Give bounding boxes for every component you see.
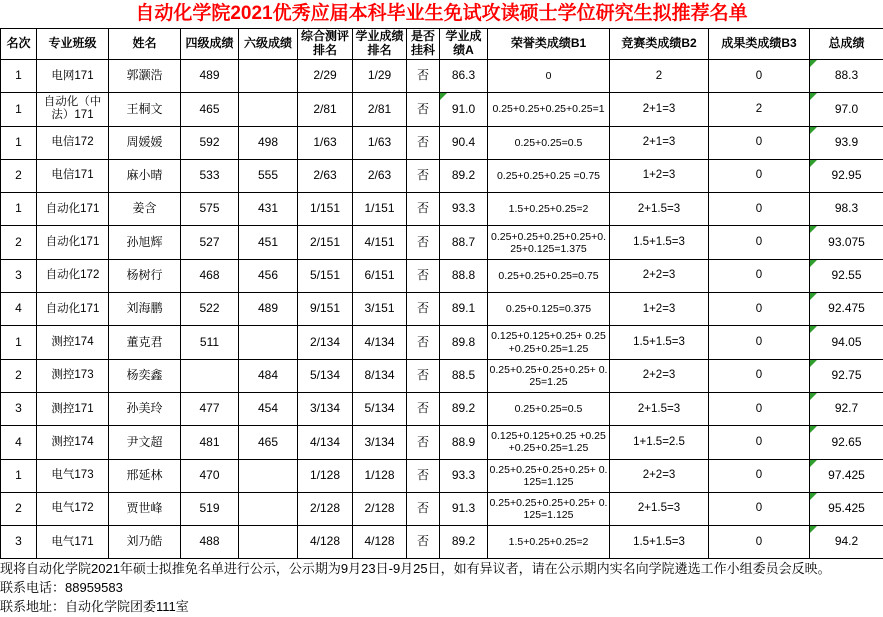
cell-name: 贾世峰: [109, 492, 181, 525]
cell-acad_rank: 4/128: [353, 526, 407, 559]
cell-score_a: 89.2: [440, 392, 488, 425]
cell-b1: 0.25+0.25=0.5: [488, 392, 610, 425]
cell-acad_rank: 1/29: [353, 60, 407, 93]
cell-failed: 否: [407, 426, 440, 459]
table-row: [1, 426, 883, 459]
cell-cet4: 488: [181, 526, 239, 559]
cell-name: 孙美玲: [109, 392, 181, 425]
cell-comp_rank: 1/128: [298, 459, 353, 492]
cell-total: 93.075: [810, 226, 883, 259]
cell-cet6: [239, 492, 298, 525]
cell-b1: 1.5+0.25+0.25=2: [488, 526, 610, 559]
table-row: [1, 492, 883, 525]
cell-cet4: 468: [181, 259, 239, 292]
cell-cet4: 519: [181, 492, 239, 525]
cell-b3: 0: [709, 226, 810, 259]
cell-b3: 0: [709, 359, 810, 392]
cell-score_a: 89.1: [440, 293, 488, 326]
cell-b3: 0: [709, 326, 810, 359]
formula-indicator-triangle-icon: [810, 226, 817, 233]
cell-cet4: 527: [181, 226, 239, 259]
cell-b1: 0.25+0.25+0.25=0.75: [488, 259, 610, 292]
cell-rank: 4: [1, 293, 37, 326]
cell-b2: 2+1.5=3: [610, 193, 709, 226]
cell-name: 刘海鹏: [109, 293, 181, 326]
cell-rank: 1: [1, 60, 37, 93]
cell-b3: 0: [709, 392, 810, 425]
cell-cet6: 555: [239, 159, 298, 192]
cell-b1: 0.25+0.25+0.25+0.25+ 0.125=1.125: [488, 459, 610, 492]
cell-cet6: 498: [239, 126, 298, 159]
cell-failed: 否: [407, 60, 440, 93]
cell-score_a: 89.2: [440, 526, 488, 559]
cell-cet6: [239, 526, 298, 559]
cell-cet6: 451: [239, 226, 298, 259]
table-row: [1, 326, 883, 359]
cell-class: 自动化（中法）171: [37, 93, 109, 126]
column-header-cet6: 六级成绩: [239, 29, 298, 60]
cell-total: 92.7: [810, 392, 883, 425]
cell-b3: 0: [709, 193, 810, 226]
formula-indicator-triangle-icon: [810, 426, 817, 433]
cell-cet4: 575: [181, 193, 239, 226]
table-row: [1, 159, 883, 192]
table-row: [1, 293, 883, 326]
cell-class: 测控174: [37, 426, 109, 459]
cell-class: 电信172: [37, 126, 109, 159]
table-row: [1, 226, 883, 259]
cell-total: 95.425: [810, 492, 883, 525]
cell-class: 电信171: [37, 159, 109, 192]
cell-acad_rank: 1/128: [353, 459, 407, 492]
cell-class: 电气173: [37, 459, 109, 492]
cell-b1: 0.125+0.125+0.25 +0.25+0.25+0.25=1.25: [488, 426, 610, 459]
cell-comp_rank: 9/151: [298, 293, 353, 326]
public-notice-text: 现将自动化学院2021年硕士拟推免名单进行公示，公示期为9月23日-9月25日，如有异议者，请在公示期内实名向学院遴选工作小组委员会反映。: [0, 561, 831, 577]
cell-cet6: [239, 326, 298, 359]
table-row: [1, 459, 883, 492]
cell-comp_rank: 2/81: [298, 93, 353, 126]
cell-cet6: [239, 459, 298, 492]
cell-comp_rank: 4/128: [298, 526, 353, 559]
table-row: [1, 93, 883, 126]
cell-cet4: 481: [181, 426, 239, 459]
column-header-name: 姓名: [109, 29, 181, 60]
cell-class: 测控173: [37, 359, 109, 392]
formula-indicator-triangle-icon: [810, 326, 817, 333]
cell-score_a: 88.7: [440, 226, 488, 259]
cell-failed: 否: [407, 259, 440, 292]
cell-name: 杨树行: [109, 259, 181, 292]
cell-acad_rank: 1/151: [353, 193, 407, 226]
cell-b3: 0: [709, 259, 810, 292]
cell-rank: 1: [1, 193, 37, 226]
cell-cet6: 489: [239, 293, 298, 326]
formula-indicator-triangle-icon: [810, 293, 817, 300]
column-header-class: 专业班级: [37, 29, 109, 60]
cell-rank: 2: [1, 226, 37, 259]
cell-cet4: 470: [181, 459, 239, 492]
cell-failed: 否: [407, 359, 440, 392]
cell-b3: 0: [709, 492, 810, 525]
cell-acad_rank: 2/128: [353, 492, 407, 525]
column-header-comp_rank: 综合测评排名: [298, 29, 353, 60]
cell-score_a: 88.5: [440, 359, 488, 392]
cell-comp_rank: 4/134: [298, 426, 353, 459]
formula-indicator-triangle-icon: [810, 127, 817, 134]
cell-b2: 1+1.5=2.5: [610, 426, 709, 459]
formula-indicator-triangle-icon: [810, 460, 817, 467]
cell-acad_rank: 4/134: [353, 326, 407, 359]
cell-b1: 0.25+0.25+0.25 =0.75: [488, 159, 610, 192]
formula-indicator-triangle-icon: [810, 526, 817, 533]
cell-score_a: 88.8: [440, 259, 488, 292]
cell-b1: 0.25+0.25=0.5: [488, 126, 610, 159]
cell-comp_rank: 2/63: [298, 159, 353, 192]
cell-rank: 1: [1, 93, 37, 126]
cell-b1: 0.25+0.25+0.25+0.25+ 0.125=1.125: [488, 492, 610, 525]
table-row: [1, 126, 883, 159]
cell-b2: 2+2=3: [610, 259, 709, 292]
cell-name: 姜含: [109, 193, 181, 226]
cell-comp_rank: 1/63: [298, 126, 353, 159]
cell-rank: 3: [1, 526, 37, 559]
cell-failed: 否: [407, 392, 440, 425]
cell-b3: 0: [709, 459, 810, 492]
cell-name: 邢延林: [109, 459, 181, 492]
cell-acad_rank: 6/151: [353, 259, 407, 292]
cell-b3: 2: [709, 93, 810, 126]
cell-total: 92.75: [810, 359, 883, 392]
cell-b3: 0: [709, 293, 810, 326]
cell-comp_rank: 5/134: [298, 359, 353, 392]
column-header-b2: 竞赛类成绩B2: [610, 29, 709, 60]
cell-rank: 4: [1, 426, 37, 459]
page-title: 自动化学院2021优秀应届本科毕业生免试攻读硕士学位研究生拟推荐名单: [135, 3, 748, 24]
cell-acad_rank: 3/134: [353, 426, 407, 459]
cell-total: 97.425: [810, 459, 883, 492]
formula-indicator-triangle-icon: [810, 493, 817, 500]
table-row: [1, 359, 883, 392]
cell-rank: 3: [1, 392, 37, 425]
cell-b2: 2+1.5=3: [610, 492, 709, 525]
cell-cet4: 489: [181, 60, 239, 93]
cell-b2: 1.5+1.5=3: [610, 326, 709, 359]
cell-b2: 2+1.5=3: [610, 392, 709, 425]
table-row: [1, 392, 883, 425]
cell-b1: 1.5+0.25+0.25=2: [488, 193, 610, 226]
cell-failed: 否: [407, 93, 440, 126]
cell-acad_rank: 8/134: [353, 359, 407, 392]
cell-comp_rank: 2/128: [298, 492, 353, 525]
cell-cet4: 522: [181, 293, 239, 326]
contact-address: 联系地址：自动化学院团委111室: [0, 599, 189, 615]
cell-rank: 2: [1, 359, 37, 392]
cell-total: 92.55: [810, 259, 883, 292]
cell-total: 92.475: [810, 293, 883, 326]
cell-b3: 0: [709, 159, 810, 192]
formula-indicator-triangle-icon: [810, 260, 817, 267]
cell-b2: 2+1=3: [610, 126, 709, 159]
table-row: [1, 259, 883, 292]
cell-failed: 否: [407, 159, 440, 192]
formula-indicator-triangle-icon: [810, 60, 817, 67]
cell-name: 孙旭辉: [109, 226, 181, 259]
cell-total: 94.2: [810, 526, 883, 559]
cell-b3: 0: [709, 526, 810, 559]
cell-class: 测控174: [37, 326, 109, 359]
cell-rank: 2: [1, 492, 37, 525]
cell-b2: 2+1=3: [610, 93, 709, 126]
cell-b3: 0: [709, 60, 810, 93]
cell-total: 94.05: [810, 326, 883, 359]
cell-class: 自动化171: [37, 293, 109, 326]
cell-total: 88.3: [810, 60, 883, 93]
column-header-b3: 成果类成绩B3: [709, 29, 810, 60]
cell-b2: 2+2=3: [610, 459, 709, 492]
cell-b1: 0: [488, 60, 610, 93]
cell-b3: 0: [709, 126, 810, 159]
cell-failed: 否: [407, 459, 440, 492]
cell-cet4: 511: [181, 326, 239, 359]
cell-cet4: 465: [181, 93, 239, 126]
cell-b1: 0.25+0.125=0.375: [488, 293, 610, 326]
cell-b2: 2: [610, 60, 709, 93]
header-row: [1, 29, 883, 60]
cell-failed: 否: [407, 226, 440, 259]
cell-total: 93.9: [810, 126, 883, 159]
cell-b2: 2+2=3: [610, 359, 709, 392]
cell-cet4: 477: [181, 392, 239, 425]
cell-b2: 1+2=3: [610, 159, 709, 192]
cell-name: 郭灏浩: [109, 60, 181, 93]
cell-name: 董克君: [109, 326, 181, 359]
formula-indicator-triangle-icon: [810, 160, 817, 167]
cell-cet6: 456: [239, 259, 298, 292]
formula-indicator-triangle-icon: [440, 93, 447, 100]
cell-cet6: [239, 93, 298, 126]
cell-cet4: [181, 359, 239, 392]
cell-class: 测控171: [37, 392, 109, 425]
cell-comp_rank: 1/151: [298, 193, 353, 226]
cell-total: 98.3: [810, 193, 883, 226]
cell-name: 刘乃皓: [109, 526, 181, 559]
cell-acad_rank: 1/63: [353, 126, 407, 159]
cell-failed: 否: [407, 293, 440, 326]
cell-cet4: 592: [181, 126, 239, 159]
cell-failed: 否: [407, 526, 440, 559]
cell-total: 92.65: [810, 426, 883, 459]
cell-score_a: 86.3: [440, 60, 488, 93]
cell-comp_rank: 2/134: [298, 326, 353, 359]
cell-score_a: 91.0: [440, 93, 488, 126]
cell-name: 尹文超: [109, 426, 181, 459]
recommendation-table: [0, 28, 883, 559]
cell-cet4: 533: [181, 159, 239, 192]
table-row: [1, 526, 883, 559]
cell-b2: 1.5+1.5=3: [610, 226, 709, 259]
column-header-acad_rank: 学业成绩排名: [353, 29, 407, 60]
formula-indicator-triangle-icon: [810, 360, 817, 367]
cell-acad_rank: 2/63: [353, 159, 407, 192]
cell-name: 杨奕鑫: [109, 359, 181, 392]
table-body: [1, 60, 883, 559]
cell-b2: 1+2=3: [610, 293, 709, 326]
column-header-failed: 是否挂科: [407, 29, 440, 60]
column-header-rank: 名次: [1, 29, 37, 60]
cell-class: 自动化172: [37, 259, 109, 292]
cell-b2: 1.5+1.5=3: [610, 526, 709, 559]
table-row: [1, 60, 883, 93]
contact-phone: 联系电话：88959583: [0, 580, 123, 596]
cell-rank: 1: [1, 326, 37, 359]
column-header-b1: 荣誉类成绩B1: [488, 29, 610, 60]
cell-class: 自动化171: [37, 226, 109, 259]
cell-score_a: 91.3: [440, 492, 488, 525]
cell-rank: 3: [1, 259, 37, 292]
cell-comp_rank: 2/151: [298, 226, 353, 259]
cell-failed: 否: [407, 326, 440, 359]
cell-class: 电气172: [37, 492, 109, 525]
cell-acad_rank: 5/134: [353, 392, 407, 425]
cell-acad_rank: 4/151: [353, 226, 407, 259]
cell-name: 周媛媛: [109, 126, 181, 159]
cell-cet6: 465: [239, 426, 298, 459]
footer: [0, 559, 883, 616]
cell-failed: 否: [407, 193, 440, 226]
column-header-cet4: 四级成绩: [181, 29, 239, 60]
cell-cet6: 454: [239, 392, 298, 425]
cell-b1: 0.125+0.125+0.25+ 0.25+0.25+0.25=1.25: [488, 326, 610, 359]
cell-cet6: 484: [239, 359, 298, 392]
cell-b1: 0.25+0.25+0.25+0.25+0.25+0.125=1.375: [488, 226, 610, 259]
cell-score_a: 89.8: [440, 326, 488, 359]
cell-name: 麻小晴: [109, 159, 181, 192]
cell-comp_rank: 3/134: [298, 392, 353, 425]
formula-indicator-triangle-icon: [810, 93, 817, 100]
column-header-score_a: 学业成绩A: [440, 29, 488, 60]
cell-score_a: 89.2: [440, 159, 488, 192]
cell-score_a: 90.4: [440, 126, 488, 159]
cell-class: 电气171: [37, 526, 109, 559]
cell-b1: 0.25+0.25+0.25+0.25=1: [488, 93, 610, 126]
cell-class: 电网171: [37, 60, 109, 93]
cell-total: 97.0: [810, 93, 883, 126]
cell-acad_rank: 3/151: [353, 293, 407, 326]
table-row: [1, 193, 883, 226]
cell-rank: 1: [1, 459, 37, 492]
cell-acad_rank: 2/81: [353, 93, 407, 126]
formula-indicator-triangle-icon: [810, 393, 817, 400]
cell-b3: 0: [709, 426, 810, 459]
cell-name: 王桐文: [109, 93, 181, 126]
cell-failed: 否: [407, 126, 440, 159]
cell-score_a: 93.3: [440, 193, 488, 226]
column-header-total: 总成绩: [810, 29, 883, 60]
cell-comp_rank: 2/29: [298, 60, 353, 93]
cell-rank: 2: [1, 159, 37, 192]
cell-rank: 1: [1, 126, 37, 159]
cell-total: 92.95: [810, 159, 883, 192]
cell-b1: 0.25+0.25+0.25+0.25+ 0.25=1.25: [488, 359, 610, 392]
cell-cet6: [239, 60, 298, 93]
cell-score_a: 93.3: [440, 459, 488, 492]
cell-cet6: 431: [239, 193, 298, 226]
cell-failed: 否: [407, 492, 440, 525]
cell-score_a: 88.9: [440, 426, 488, 459]
cell-comp_rank: 5/151: [298, 259, 353, 292]
cell-class: 自动化171: [37, 193, 109, 226]
